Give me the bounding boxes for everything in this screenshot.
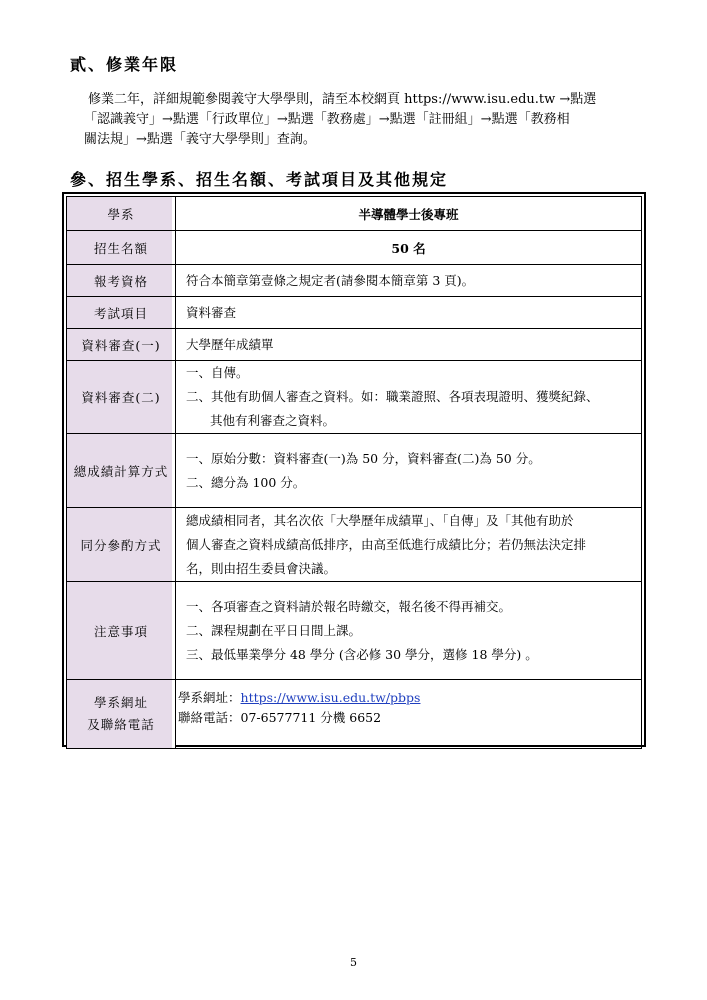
table-row-exam — [67, 297, 642, 329]
tie-line-3: 名，則由招生委員會決議。 — [186, 560, 337, 576]
table-row-dept — [67, 197, 642, 231]
tie-label: 同分參酌方式 — [67, 508, 176, 582]
admissions-table-frame — [62, 192, 646, 747]
table-row-qualification — [67, 265, 642, 297]
review2-line-2: 二、其他有助個人審查之資料。如：職業證照、各項表現證明、獲獎紀錄、 — [186, 389, 599, 404]
notes-label: 注意事項 — [67, 582, 176, 680]
study-years-paragraph — [84, 90, 658, 150]
contact-value — [176, 680, 642, 749]
score-line-2: 二、總分為 100 分。 — [186, 474, 306, 490]
notes-value — [176, 582, 642, 680]
review2-value — [176, 361, 642, 434]
admissions-table — [66, 196, 642, 749]
table-row-score — [67, 434, 642, 508]
notes-line-2: 二、課程規劃在平日日間上課。 — [186, 622, 362, 638]
qual-label: 報考資格 — [67, 265, 176, 297]
para-line-3: 關法規」→點選「義守大學學則」查詢。 — [84, 132, 316, 147]
review1-value: 大學歷年成績單 — [176, 329, 642, 361]
tie-line-1: 總成績相同者，其名次依「大學歷年成績單」、「自傳」及「其他有助於 — [186, 512, 574, 528]
dept-value: 半導體學士後專班 — [176, 197, 642, 231]
score-label: 總成績計算方式 — [67, 434, 176, 508]
para-line-1: 修業二年，詳細規範參閱義守大學學則，請至本校網頁 https://www.isu.edu.tw →點選 — [88, 92, 597, 107]
review2-line-3: 其他有利審查之資料。 — [210, 413, 336, 428]
tie-value — [176, 508, 642, 582]
contact-label-line-2: 及聯絡電話 — [87, 717, 155, 732]
table-row-contact — [67, 680, 642, 749]
contact-web-line — [178, 688, 637, 708]
score-line-1: 一、原始分數：資料審查(一)為 50 分，資料審查(二)為 50 分。 — [186, 450, 541, 466]
page-number: 5 — [350, 956, 357, 969]
exam-label: 考試項目 — [67, 297, 176, 329]
contact-label — [67, 680, 176, 749]
table-row-review2 — [67, 361, 642, 434]
table-row-review1 — [67, 329, 642, 361]
qual-value: 符合本簡章第壹條之規定者(請參閱本簡章第 3 頁)。 — [176, 265, 642, 297]
review2-line-1: 一、自傳。 — [186, 365, 249, 380]
section-heading-study-years: 貳、修業年限 — [70, 55, 179, 74]
table-row-tiebreak — [67, 508, 642, 582]
table-row-notes — [67, 582, 642, 680]
dept-website-link[interactable]: https://www.isu.edu.tw/pbps — [240, 690, 421, 705]
review1-label: 資料審查(一) — [67, 329, 176, 361]
contact-web-prefix: 學系網址： — [178, 690, 241, 705]
section-heading-admissions: 參、招生學系、招生名額、考試項目及其他規定 — [70, 170, 449, 189]
contact-phone-line: 聯絡電話：07-6577711 分機 6652 — [178, 710, 382, 725]
table-row-quota — [67, 231, 642, 265]
contact-label-line-1: 學系網址 — [93, 695, 148, 710]
tie-line-2: 個人審查之資料成績高低排序，由高至低進行成績比分；若仍無法決定排 — [186, 536, 587, 552]
notes-line-3: 三、最低畢業學分 48 學分 (含必修 30 學分，選修 18 學分) 。 — [186, 646, 538, 662]
notes-line-1: 一、各項審查之資料請於報名時繳交，報名後不得再補交。 — [186, 598, 512, 614]
score-value — [176, 434, 642, 508]
quota-value: 50 名 — [176, 231, 642, 265]
quota-label: 招生名額 — [67, 231, 176, 265]
dept-label: 學系 — [67, 197, 176, 231]
para-line-2: 「認識義守」→點選「行政單位」→點選「教務處」→點選「註冊組」→點選「教務相 — [84, 112, 570, 127]
review2-label: 資料審查(二) — [67, 361, 176, 434]
exam-value: 資料審查 — [176, 297, 642, 329]
